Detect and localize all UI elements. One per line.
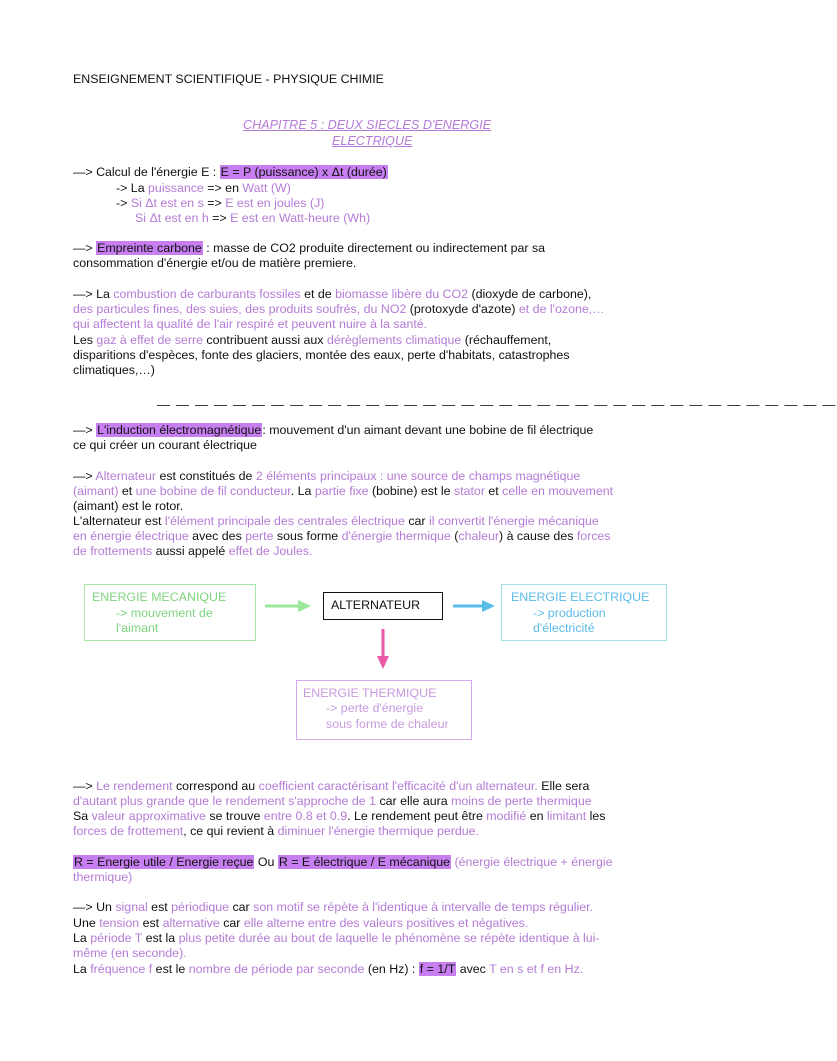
induction-term: L'induction électromagnétique: [97, 423, 262, 437]
text-segment: stator: [453, 484, 485, 498]
text-segment: période T: [90, 931, 143, 945]
text-segment: chaleur: [458, 529, 500, 543]
text-segment: (protoxyde d'azote): [406, 302, 519, 316]
text-segment: (réchauffement,: [461, 333, 552, 347]
text-segment: en: [526, 809, 547, 823]
text-segment: effet de Joules.: [228, 544, 313, 558]
text-segment: . Le rendement peut être: [347, 809, 487, 823]
text-segment: une bobine de fil conducteur: [135, 484, 291, 498]
text-segment: les: [586, 809, 606, 823]
rendement-formula-line2: thermique): [73, 870, 133, 884]
text-segment: : mouvement d'un aimant devant une bobine de fil électrique: [262, 423, 594, 437]
text-segment: Elle sera: [537, 779, 590, 793]
text-segment: il convertit l'énergie mécanique: [429, 514, 599, 528]
text-segment: l'élément principale des centrales électrique: [164, 514, 405, 528]
rendement-line4: [73, 824, 479, 839]
text-segment: (énergie électrique + énergie: [451, 855, 613, 869]
energy-formula: E = P (puissance) x Δt (durée): [220, 165, 387, 179]
green-arrow: [265, 600, 311, 612]
text-segment: son motif se répète à l'identique à intervalle de temps régulier.: [253, 900, 593, 914]
text-segment: des particules fines, des suies, des produits soufrés, du NO2: [73, 302, 407, 316]
text-segment: Sa: [73, 809, 92, 823]
text-segment: en énergie électrique: [73, 529, 189, 543]
text-segment: entre 0.8 et 0.9: [263, 809, 348, 823]
text-segment: —> La: [73, 287, 114, 301]
text-segment: périodique: [171, 900, 230, 914]
formula-energie-utile: R = Energie utile / Energie reçue: [74, 855, 254, 869]
mechanical-energy-line1: -> mouvement de: [116, 606, 213, 620]
text-segment: et de: [300, 287, 336, 301]
text-segment: avec des: [188, 529, 246, 543]
text-segment: —> Un: [73, 900, 116, 914]
text-segment: est le: [152, 962, 189, 976]
text-segment: —>: [73, 241, 97, 255]
text-segment: est constitués de: [156, 469, 256, 483]
text-segment: sous forme: [273, 529, 342, 543]
text-segment: : masse de CO2 produite directement ou indirectement par sa: [202, 241, 546, 255]
frequency-formula: f = 1/T: [419, 962, 456, 976]
text-segment: -> La: [116, 181, 149, 195]
text-segment: perte: [245, 529, 274, 543]
carbon-line2: consommation d'énergie et/ou de matière premiere.: [73, 256, 357, 270]
text-segment: car: [229, 900, 254, 914]
text-segment: car elle aura: [376, 794, 452, 808]
rendement-formula-line1: [73, 855, 613, 870]
text-segment: ->: [116, 196, 131, 210]
signal-line4: même (en seconde).: [73, 946, 187, 960]
text-segment: alternative: [162, 916, 220, 930]
alternator-label: ALTERNATEUR: [331, 598, 421, 612]
text-segment: (en Hz) :: [364, 962, 419, 976]
text-segment: car: [404, 514, 430, 528]
text-segment: Alternateur: [95, 469, 157, 483]
text-segment: d'autant plus grande que le rendement s'approche de 1: [73, 794, 377, 808]
rendement-line3: [73, 809, 605, 824]
signal-line3: [73, 931, 600, 946]
text-segment: —>: [73, 779, 97, 793]
chapter-title-line1: CHAPITRE 5 : DEUX SIECLES D'ENERGIE: [243, 118, 492, 132]
alternator-line3: (aimant) est le rotor.: [73, 499, 184, 513]
text-segment: —>: [73, 165, 97, 179]
text-segment: La: [73, 962, 91, 976]
text-segment: celle en mouvement: [502, 484, 614, 498]
text-segment: La: [73, 931, 91, 945]
text-segment: partie fixe: [314, 484, 369, 498]
text-segment: biomasse libère du CO2: [335, 287, 469, 301]
separator-dashes: — — — — — — — — — — — — — — — — — — — — — — — — — — — — — — — — — — — —: [157, 397, 837, 412]
text-segment: valeur approximative: [91, 809, 206, 823]
mechanical-energy-title: ENERGIE MECANIQUE: [92, 590, 227, 604]
text-segment: dérèglements climatique: [326, 333, 462, 347]
text-segment: . La: [290, 484, 315, 498]
thermal-energy-line2: sous forme de chaleur: [326, 717, 449, 731]
electrical-energy-title: ENERGIE ELECTRIQUE: [511, 590, 650, 604]
text-segment: d'énergie thermique: [341, 529, 451, 543]
text-segment: =>: [208, 211, 231, 225]
text-segment: aussi appelé: [152, 544, 229, 558]
text-segment: contribuent aussi aux: [202, 333, 327, 347]
signal-line5: [73, 962, 583, 977]
text-segment: forces: [576, 529, 611, 543]
text-segment: est la: [142, 931, 179, 945]
text-segment: et: [484, 484, 503, 498]
text-segment: plus petite durée au bout de laquelle le phénomène se répète identique à lui-: [178, 931, 600, 945]
text-segment: Les: [73, 333, 97, 347]
formula-e-electrique: R = E électrique / E mécanique: [278, 855, 451, 869]
text-segment: (aimant): [73, 484, 119, 498]
text-segment: moins de perte thermique: [451, 794, 592, 808]
chapter-title-line2: ELECTRIQUE: [332, 134, 413, 148]
text-segment: —>: [73, 423, 97, 437]
text-segment: fréquence f: [90, 962, 153, 976]
text-segment: Calcul de l'énergie E :: [96, 165, 220, 179]
text-segment: diminuer l'énergie thermique perdue.: [277, 824, 479, 838]
text-segment: =>: [203, 196, 226, 210]
text-segment: puissance: [148, 181, 204, 195]
text-segment: , ce qui revient à: [183, 824, 278, 838]
text-segment: forces de frottement: [73, 824, 184, 838]
signal-line1: [73, 900, 593, 915]
text-segment: est: [147, 900, 172, 914]
text-segment: et: [118, 484, 136, 498]
blue-arrow: [453, 600, 495, 612]
text-segment: T en s et f en Hz.: [489, 962, 584, 976]
text-segment: coefficient caractérisant l'efficacité d'un alternateur.: [258, 779, 538, 793]
text-segment: E est en joules (J): [225, 196, 325, 210]
thermal-energy-title: ENERGIE THERMIQUE: [303, 686, 437, 700]
signal-line2: [73, 916, 528, 931]
text-segment: correspond au: [172, 779, 259, 793]
pollution-line5: disparitions d'espèces, fonte des glaciers, montée des eaux, perte d'habitats, catastrophes: [73, 348, 570, 362]
pink-arrow: [377, 629, 389, 669]
text-segment: (bobine) est le: [368, 484, 454, 498]
text-segment: est: [139, 916, 163, 930]
induction-line2: ce qui créer un courant électrique: [73, 438, 257, 452]
mechanical-energy-line2: l'aimant: [116, 621, 159, 635]
rendement-line2: [73, 794, 592, 809]
document-header: ENSEIGNEMENT SCIENTIFIQUE - PHYSIQUE CHIMIE: [73, 72, 384, 86]
text-segment: Ou: [254, 855, 278, 869]
text-segment: ) à cause des: [499, 529, 577, 543]
text-segment: se trouve: [205, 809, 264, 823]
pollution-line3: qui affectent la qualité de l'air respiré et peuvent nuire à la santé.: [73, 317, 428, 331]
text-segment: Une: [73, 916, 100, 930]
text-segment: car: [219, 916, 244, 930]
text-segment: (: [450, 529, 459, 543]
text-segment: nombre de période par seconde: [188, 962, 365, 976]
text-segment: Si Δt est en h: [135, 211, 209, 225]
text-segment: et de l'ozone,…: [518, 302, 605, 316]
text-segment: signal: [115, 900, 148, 914]
text-segment: limitant: [546, 809, 587, 823]
text-segment: de frottements: [73, 544, 153, 558]
text-segment: => en: [203, 181, 243, 195]
text-segment: avec: [456, 962, 490, 976]
text-segment: Si Δt est en s: [130, 196, 204, 210]
pollution-line6: climatiques,…): [73, 363, 155, 377]
electrical-energy-line2: d'électricité: [533, 621, 595, 635]
text-segment: 2 éléments principaux : une source de champs magnétique: [255, 469, 581, 483]
text-segment: Le rendement: [96, 779, 173, 793]
text-segment: elle alterne entre des valeurs positives et négatives.: [243, 916, 529, 930]
rendement-line1: [73, 779, 589, 794]
text-segment: Watt (W): [242, 181, 291, 195]
text-segment: —>: [73, 469, 96, 483]
electrical-energy-line1: -> production: [533, 606, 606, 620]
text-segment: combustion de carburants fossiles: [113, 287, 301, 301]
text-segment: L'alternateur est: [73, 514, 165, 528]
text-segment: gaz à effet de serre: [96, 333, 203, 347]
thermal-energy-line1: -> perte d'énergie: [326, 701, 424, 715]
text-segment: E est en Watt-heure (Wh): [230, 211, 371, 225]
text-segment: modifié: [486, 809, 527, 823]
carbon-term: Empreinte carbone: [97, 241, 202, 255]
text-segment: tension: [99, 916, 140, 930]
text-segment: (dioxyde de carbone),: [468, 287, 592, 301]
